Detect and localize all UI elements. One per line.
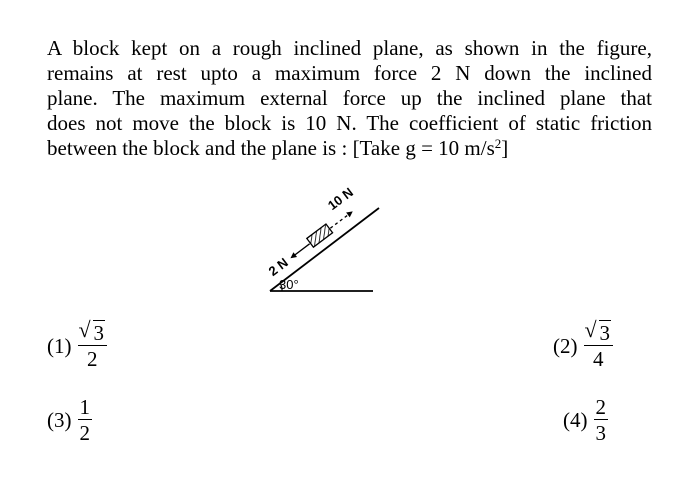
force-up-label: 10 N: [324, 184, 356, 213]
question-line-1: A block kept on a rough inclined plane, as shown in the figure,: [47, 36, 652, 60]
option-1-denominator: 2: [87, 347, 98, 371]
option-1-numerator: [78, 317, 108, 346]
option-4-denominator: 3: [595, 421, 606, 445]
option-2[interactable]: [553, 316, 613, 376]
option-1[interactable]: [47, 316, 107, 376]
option-2-denominator: 4: [593, 347, 604, 371]
option-3-numerator: 1: [79, 395, 90, 419]
question-text: [47, 36, 652, 161]
sqrt-symbol: √ 3: [78, 317, 104, 345]
option-3-fraction: [78, 396, 93, 444]
angle-label: 30°: [279, 277, 299, 292]
option-1-fraction: [78, 317, 108, 371]
option-3-denominator: 2: [79, 421, 90, 445]
option-4-fraction: [594, 396, 609, 444]
inclined-plane-diagram: [245, 180, 385, 300]
inclined-plane-figure: [245, 180, 385, 300]
question-line-4: does not move the block is 10 N. The coefficient of static friction: [47, 111, 652, 135]
block: [307, 224, 333, 247]
option-2-number: (2): [553, 333, 578, 358]
force-down-arrow: [294, 244, 309, 255]
force-down-label: 2 N: [265, 254, 291, 279]
option-4-numerator: 2: [595, 395, 606, 419]
option-4[interactable]: [563, 390, 608, 450]
option-4-number: (4): [563, 407, 588, 432]
option-3-number: (3): [47, 407, 72, 432]
question-line-5-tail: ]: [501, 136, 509, 160]
question-line-3: plane. The maximum external force up the inclined plane that: [47, 86, 652, 110]
option-2-fraction: [584, 317, 614, 371]
unit-exponent: 2: [494, 136, 502, 151]
option-1-number: (1): [47, 333, 72, 358]
option-2-numerator: [584, 317, 614, 346]
question-line-5: [47, 136, 652, 161]
option-3[interactable]: [47, 390, 92, 450]
question-line-2: remains at rest upto a maximum force 2 N down the inclined: [47, 61, 652, 85]
question-line-5-text: between the block and the plane is : [Take g = 10 m/s: [47, 136, 495, 160]
force-up-arrow: [330, 214, 348, 228]
sqrt-symbol: √ 3: [584, 317, 610, 345]
